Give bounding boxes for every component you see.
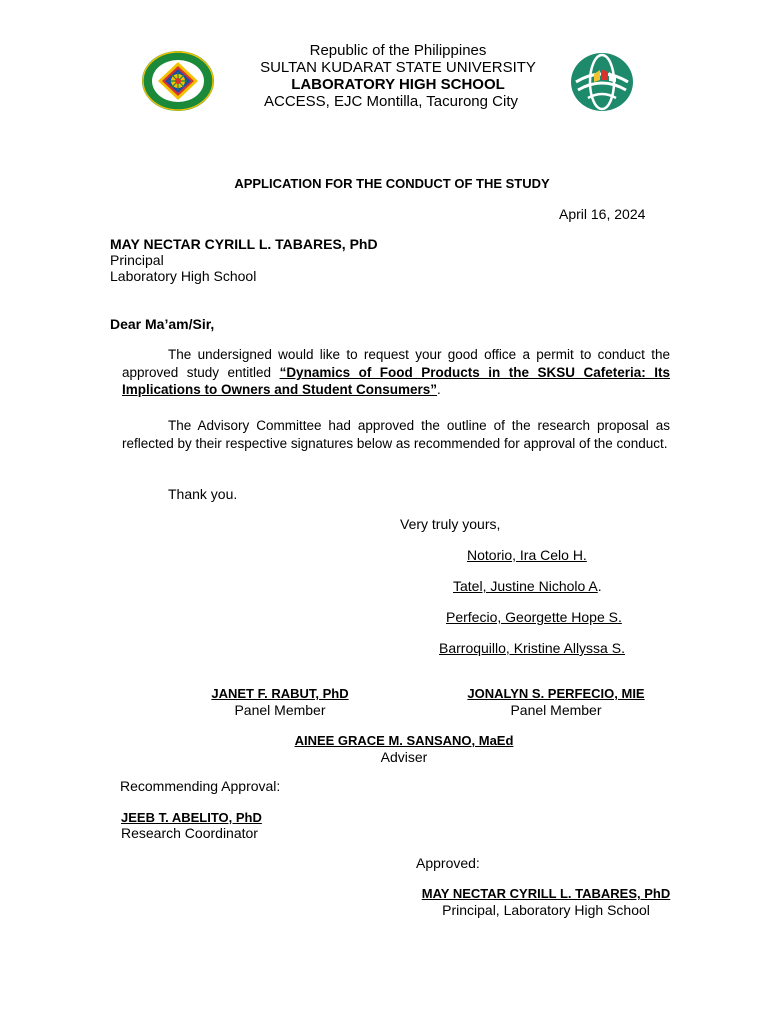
panel-member-block — [180, 686, 380, 719]
adviser-role: Adviser — [380, 749, 428, 765]
researcher-name: Perfecio, Georgette Hope S. — [446, 609, 622, 625]
panel-member-role: Panel Member — [510, 702, 602, 718]
approver-role: Principal, Laboratory High School — [442, 902, 650, 918]
letter-date: April 16, 2024 — [559, 206, 646, 222]
thanks-line: Thank you. — [168, 486, 238, 502]
closing-line: Very truly yours, — [400, 516, 501, 532]
letterhead-address: ACCESS, EJC Montilla, Tacurong City — [264, 93, 518, 110]
panel-member-name: JONALYN S. PERFECIO, MIE — [467, 686, 645, 701]
recipient-position: Principal — [110, 252, 164, 268]
body-paragraph-1-text: The undersigned would like to request your good office a permit to conduct the approved study entitled — [122, 347, 670, 380]
letterhead-school: LABORATORY HIGH SCHOOL — [291, 76, 505, 93]
letterhead-university: SULTAN KUDARAT STATE UNIVERSITY — [260, 59, 536, 76]
adviser-name: AINEE GRACE M. SANSANO, MaEd — [294, 733, 514, 748]
researcher-signature: Tatel, Justine Nicholo A. — [453, 578, 602, 594]
researcher-name: Barroquillo, Kristine Allyssa S. — [439, 640, 625, 656]
recipient-name: MAY NECTAR CYRILL L. TABARES, PhD — [110, 236, 378, 252]
panel-member-role: Panel Member — [234, 702, 326, 718]
document-title: APPLICATION FOR THE CONDUCT OF THE STUDY — [234, 176, 550, 191]
body-paragraph-1-end: . — [437, 382, 441, 398]
study-title: “Dynamics of Food Products in the SKSU Cafeteria: Its Implications to Owners and Student Consumers” — [122, 364, 670, 398]
coordinator-name: JEEB T. ABELITO, PhD — [121, 810, 262, 825]
sksu-seal-logo — [141, 50, 215, 112]
recommending-label: Recommending Approval: — [120, 778, 281, 794]
approver-name: MAY NECTAR CYRILL L. TABARES, PhD — [421, 886, 671, 901]
approver-block — [396, 886, 696, 919]
lhs-logo — [570, 52, 634, 112]
researcher-signature — [439, 640, 625, 657]
coordinator-role: Research Coordinator — [121, 825, 258, 841]
body-paragraph-2: The Advisory Committee had approved the outline of the research proposal as reflected by their respective signatures below as recommended for approval of the conduct. — [122, 418, 670, 451]
researcher-signature — [467, 547, 587, 564]
panel-member-name: JANET F. RABUT, PhD — [211, 686, 349, 701]
lhs-globe-logo-icon — [570, 52, 634, 112]
panel-member-block — [436, 686, 676, 719]
sksu-seal-icon — [141, 50, 215, 112]
researcher-signature — [446, 609, 622, 626]
researcher-name: Notorio, Ira Celo H. — [467, 547, 587, 563]
approved-label: Approved: — [416, 855, 480, 871]
adviser-block — [254, 733, 554, 766]
letterhead — [236, 42, 560, 110]
recipient-office: Laboratory High School — [110, 268, 257, 284]
body-paragraph-1 — [122, 346, 670, 399]
salutation: Dear Ma’am/Sir, — [110, 316, 215, 332]
letterhead-country: Republic of the Philippines — [309, 42, 487, 59]
researcher-name: Tatel, Justine Nicholo A — [453, 578, 598, 594]
